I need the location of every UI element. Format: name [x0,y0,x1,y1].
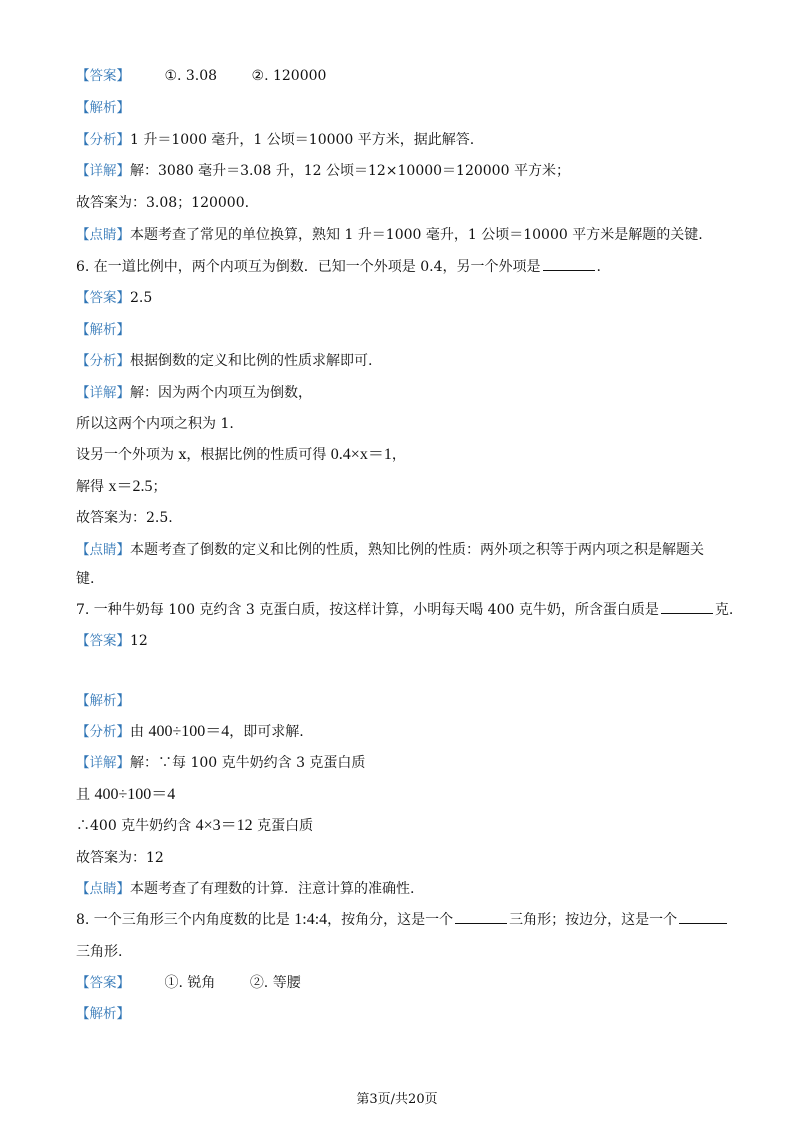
comment-tag: 【点睛】 [76,227,130,243]
answer-line [76,289,152,307]
question-8-continued: 三角形. [76,944,123,960]
detail-line [76,384,312,402]
fenxi-tag: 【分析】 [76,353,130,369]
question-7-text: 7. 一种牛奶每 100 克约含 3 克蛋白质，按这样计算，小明每天喝 400 克牛奶，所含蛋白质是 [76,602,659,618]
question-8 [76,911,729,929]
analysis-heading [76,1005,130,1023]
analysis-tag: 【解析】 [76,322,130,338]
step-end: 克蛋白质 [252,818,314,834]
answer-tag: 【答案】 [76,68,130,84]
answer-line [76,632,148,650]
detail-tag: 【详解】 [76,385,130,401]
answer-blank [543,258,595,271]
equation: x＝2.5 [108,478,153,495]
detail-step: 所以这两个内项之积为 1. [76,416,234,432]
comment-line [76,541,704,559]
equation: 400÷100＝4 [148,723,230,740]
step-text: 设另一个外项为 x，根据比例的性质可得 [76,447,331,463]
step-text: 且 [76,787,95,803]
step-text: 解得 [76,479,109,495]
answer-1: ①. 3.08 [164,68,218,84]
conclusion-line: 故答案为：12 [76,850,164,866]
question-6 [76,258,601,276]
detail-tag: 【详解】 [76,163,130,179]
analysis-tag: 【解析】 [76,1006,130,1022]
answer-2: ②. 120000 [251,68,327,84]
fenxi-tag: 【分析】 [76,132,130,148]
conclusion-line: 故答案为：3.08；120000. [76,195,250,211]
detail-tag: 【详解】 [76,755,130,771]
comment-line [76,880,414,898]
step-end: ， [391,447,406,463]
fenxi-text: 由 [130,724,149,740]
question-8-mid: ，按角分，这是一个 [327,912,454,928]
answer-tag: 【答案】 [76,975,130,991]
question-7 [76,601,733,619]
analysis-tag: 【解析】 [76,693,130,709]
detail-text: 解：因为两个内项互为倒数， [130,385,312,401]
detail-step [76,478,166,496]
equation: 0.4×x＝1 [330,446,392,463]
answer-tag: 【答案】 [76,290,130,306]
comment-continued: 键. [76,571,95,587]
analysis-heading [76,692,130,710]
detail-line [76,162,570,180]
answer-1: ①. 锐角 [164,975,216,991]
answer-blank [455,911,507,924]
detail-step [76,786,175,804]
analysis-heading [76,321,130,339]
conclusion-line: 故答案为：2.5. [76,510,173,526]
comment-tag: 【点睛】 [76,542,130,558]
detail-line [76,754,365,772]
answer-2: ②. 等腰 [249,975,301,991]
answer-line [76,67,326,85]
page-number: 第3页/共20页 [356,1092,438,1107]
comment-line [76,226,703,244]
question-8-mid2: 三角形；按边分，这是一个 [509,912,678,928]
detail-step [76,817,313,835]
step-end: ； [152,479,167,495]
equation: 400÷100＝4 [94,786,176,803]
answer-blank [679,911,727,924]
question-6-end: . [596,259,601,275]
answer-tag: 【答案】 [76,633,130,649]
fenxi-line [76,723,304,741]
fenxi-line [76,131,474,149]
answer-line [76,974,301,992]
analysis-tag: 【解析】 [76,100,130,116]
question-7-end: 克. [714,602,734,618]
detail-text: 解：∵每 100 克牛奶约含 3 克蛋白质 [130,755,366,771]
step-text: ∴400 克牛奶约含 [76,818,196,834]
equation: 4×3＝12 [195,817,253,834]
fenxi-end: ，即可求解. [229,724,304,740]
comment-text: 本题考查了倒数的定义和比例的性质，熟知比例的性质：两外项之积等于两内项之积是解题关 [130,542,704,558]
fenxi-tag: 【分析】 [76,724,130,740]
answer-text: 2.5 [130,290,153,306]
detail-text: 解：3080 毫升＝3.08 升，12 公顷＝12×10000＝120000 平方米； [130,163,570,179]
comment-text: 本题考查了常见的单位换算，熟知 1 升＝1000 毫升，1 公顷＝10000 平方米是解题的关键. [130,227,703,243]
answer-text: 12 [130,633,148,649]
ratio: 1:4:4 [294,911,328,928]
question-6-text: 6. 在一道比例中，两个内项互为倒数．已知一个外项是 0.4，另一个外项是 [76,259,541,275]
detail-step [76,446,406,464]
fenxi-text: 根据倒数的定义和比例的性质求解即可. [130,353,373,369]
fenxi-line [76,352,372,370]
analysis-heading [76,99,130,117]
comment-text: 本题考查了有理数的计算．注意计算的准确性. [130,881,415,897]
answer-blank [661,601,713,614]
question-8-text: 8. 一个三角形三个内角度数的比是 [76,912,295,928]
comment-tag: 【点睛】 [76,881,130,897]
fenxi-text: 1 升＝1000 毫升，1 公顷＝10000 平方米，据此解答. [130,132,475,148]
